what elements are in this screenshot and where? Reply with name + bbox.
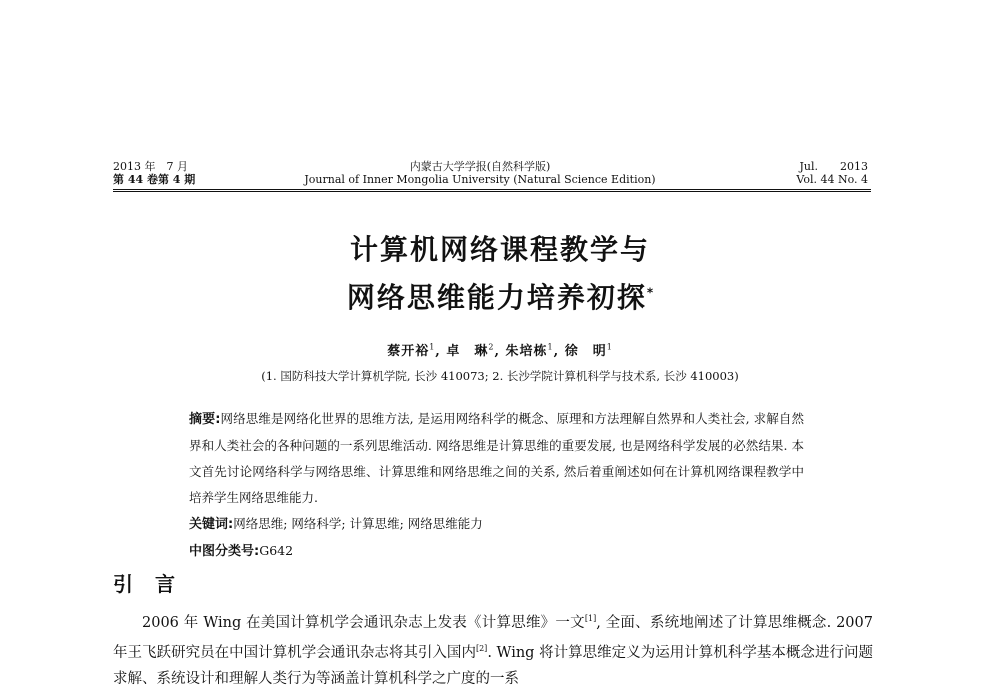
- citation: [2]: [475, 643, 488, 653]
- journal-name-cn: 内蒙古大学学报(自然科学版): [409, 160, 551, 173]
- classification: [189, 538, 804, 565]
- author: 卓 琳: [446, 344, 489, 359]
- affiliations: (1. 国防科技大学计算机学院, 长沙 410073; 2. 长沙学院计算机科学与技术系, 长沙 410003): [261, 369, 739, 383]
- classification-label: 中图分类号:: [189, 544, 260, 559]
- classification-code: G642: [259, 543, 294, 558]
- author-list: 蔡开裕$^1$, 卓 琳$^2$, 朱培栋$^1$, 徐 明$^1$: [387, 342, 613, 359]
- header-rule-bottom: [113, 191, 871, 192]
- section-heading: 引言: [113, 572, 197, 596]
- keywords: [189, 511, 804, 538]
- author: 徐 明: [564, 344, 607, 359]
- paper-title-line-1: 计算机网络课程教学与: [349, 233, 650, 266]
- paragraph: 2006 年 Wing 在美国计算机学会通讯杂志上发表《计算思维》一文[1], 全面、系统地阐述了计算思维概念. 2007 年王飞跃研究员在中国计算机学会通讯杂志将其引入国内[2]. Wing 将计算思维定义为运用计算机科学基本概念进行问题求解、系统设计和理解人类行为等涵盖计算机科学之广度的一系: [113, 614, 873, 687]
- issue-date-cn: 2013 年 7 月: [113, 160, 188, 173]
- title-footnote-mark: *: [646, 285, 654, 300]
- issue-date-en: Jul. 2013: [799, 160, 868, 173]
- issue-volume-cn: 第 44 卷第 4 期: [113, 173, 196, 186]
- abstract-block: [189, 406, 804, 565]
- issue-volume-en: Vol. 44 No. 4: [796, 173, 868, 186]
- author: 朱培栋: [505, 344, 548, 359]
- paper-title-line-2: 网络思维能力培养初探*: [346, 281, 654, 314]
- author: 蔡开裕: [387, 344, 430, 359]
- body-text: [113, 606, 873, 692]
- keywords-text: 网络思维; 网络科学; 计算思维; 网络思维能力: [233, 516, 483, 531]
- citation: [1]: [584, 614, 597, 623]
- abstract-text: 网络思维是网络化世界的思维方法, 是运用网络科学的概念、原理和方法理解自然界和人类社会, 求解自然界和人类社会的各种问题的一系列思维活动. 网络思维是计算思维的重要发展, 也是网络科学发展的必然结果. 本文首先讨论网络科学与网络思维、计算思维和网络思维之间的关系, 然后着重阐述如何在计算机网络课程教学中培养学生网络思维能力.: [189, 411, 804, 505]
- abstract: [189, 406, 804, 511]
- header-rule-top: [113, 189, 871, 190]
- abstract-label: 摘要:: [189, 412, 221, 427]
- keywords-label: 关键词:: [189, 517, 234, 532]
- journal-name-en: Journal of Inner Mongolia University (Natural Science Edition): [304, 173, 656, 186]
